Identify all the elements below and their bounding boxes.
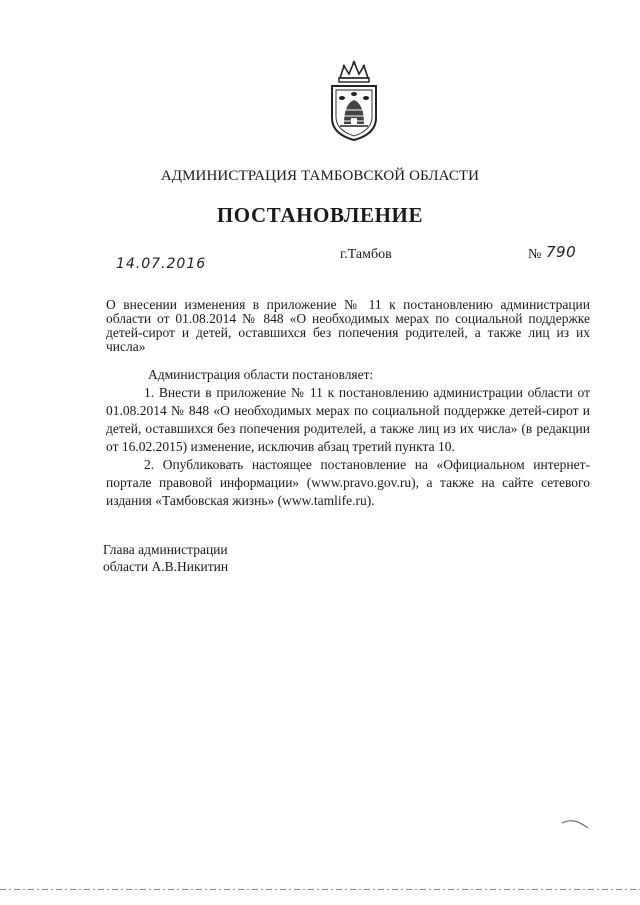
scan-edge-line (0, 888, 640, 891)
pen-mark (560, 818, 590, 830)
signature-line-2: области А.В.Никитин (103, 559, 229, 574)
signature-line-1: Глава администрации (103, 542, 228, 557)
body-intro: Администрация области постановляет: (148, 367, 374, 382)
body-item-1: 1. Внести в приложение № 11 к постановлению администрации области от 01.08.2014 № 848 «О необходимых мерах по социальной поддержке детей-сирот и детей, оставшихся без попечения родителей, а также лиц из их числа» (в редакции от 16.02.2015) изменение, исключив абзац третий пункта 10. (106, 385, 590, 454)
document-subject: О внесении изменения в приложение № 11 к постановлению администрации области от 01.08.2014 № 848 «О необходимых мерах по социальной поддержке детей-сирот и детей, оставшихся без попечения родителей, а также лиц из их числа» (106, 297, 590, 354)
coat-of-arms-icon (326, 60, 382, 142)
number-sign: № (528, 247, 542, 262)
agency-name: АДМИНИСТРАЦИЯ ТАМБОВСКОЙ ОБЛАСТИ (160, 168, 480, 184)
handwritten-date: 14.07.2016 (116, 256, 207, 272)
signature-block (103, 541, 228, 575)
city-name: г.Тамбов (340, 247, 392, 262)
document-body (106, 366, 590, 510)
handwritten-document-number: 790 (546, 243, 577, 261)
document-type-title: ПОСТАНОВЛЕНИЕ (216, 203, 424, 227)
body-item-2: 2. Опубликовать настоящее постановление на «Официальном интернет-портале правовой информации» (www.pravo.gov.ru), а также на сайте сетевого издания «Тамбовская жизнь» (www.tamlife.ru). (106, 457, 590, 508)
